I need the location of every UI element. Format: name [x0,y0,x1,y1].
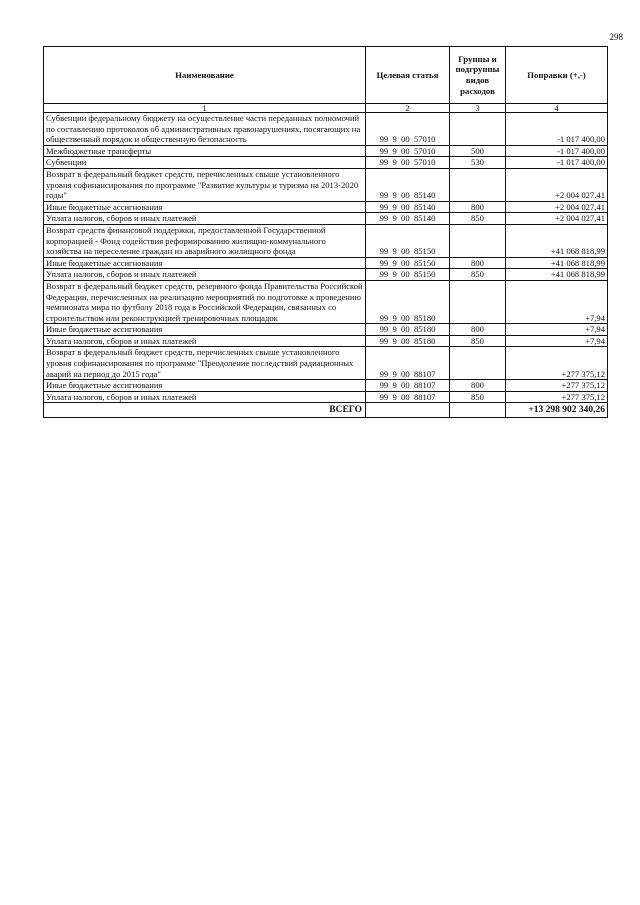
total-empty-cell [450,403,506,418]
row-target-code: 99 9 00 57010 [366,145,450,157]
row-target-code: 99 9 00 85180 [366,280,450,323]
table-row [44,201,608,213]
row-group-code [450,347,506,380]
row-target-code: 99 9 00 85140 [366,201,450,213]
row-target-code: 99 9 00 85150 [366,257,450,269]
row-name: Уплата налогов, сборов и иных платежей [44,269,366,281]
column-number: 4 [506,104,608,113]
row-target-code: 99 9 00 88107 [366,380,450,392]
table-row [44,269,608,281]
row-group-code: 850 [450,391,506,403]
table-row [44,145,608,157]
row-target-code: 99 9 00 57010 [366,157,450,169]
header-target: Целевая статья [366,47,450,104]
row-group-code: 530 [450,157,506,169]
row-amount: +41 068 818,99 [506,257,608,269]
row-name: Иные бюджетные ассигнования [44,380,366,392]
header-name: Наименование [44,47,366,104]
row-target-code: 99 9 00 88107 [366,347,450,380]
row-target-code: 99 9 00 85150 [366,224,450,257]
row-name: Возврат в федеральный бюджет средств, перечисленных свыше установленного уровня софинансирования по программе "Преодоление последствий радиационных аварий на период до 2015 года" [44,347,366,380]
page-number: 298 [609,32,623,42]
column-number: 1 [44,104,366,113]
row-amount: +277 375,12 [506,380,608,392]
total-amount: +13 298 902 340,26 [506,403,608,418]
row-name: Возврат средств финансовой поддержки, предоставленной Государственной корпорацией - Фонд содействия реформированию жилищно-коммунального хозяйства на переселение граждан из аварийного жилищного фонда [44,224,366,257]
table-row [44,213,608,225]
row-amount: -1 017 400,00 [506,157,608,169]
table-row [44,335,608,347]
row-amount: -1 017 400,00 [506,113,608,146]
total-empty-cell [366,403,450,418]
row-target-code: 99 9 00 85140 [366,168,450,201]
column-number: 2 [366,104,450,113]
row-name: Уплата налогов, сборов и иных платежей [44,391,366,403]
table-row [44,113,608,146]
row-group-code: 800 [450,324,506,336]
row-group-code [450,224,506,257]
row-amount: +41 068 818,99 [506,269,608,281]
row-group-code: 850 [450,213,506,225]
row-amount: +7,94 [506,324,608,336]
row-name: Возврат в федеральный бюджет средств, резервного фонда Правительства Российской Федерации, перечисленных на реализацию мероприятий по подготовке к проведению чемпионата мира по футболу 2018 года в Российской Федерации, связанных со строительством или реконструкцией тренировочных площадок [44,280,366,323]
table-row [44,391,608,403]
row-amount: +41 068 818,99 [506,224,608,257]
row-target-code: 99 9 00 85180 [366,324,450,336]
header-row [44,47,608,104]
column-number-row [44,104,608,113]
row-group-code: 850 [450,335,506,347]
row-group-code: 800 [450,257,506,269]
table-row [44,324,608,336]
total-label: ВСЕГО [44,403,366,418]
budget-amendments-table [43,46,608,418]
row-group-code: 500 [450,145,506,157]
row-name: Межбюджетные трансферты [44,145,366,157]
row-group-code [450,280,506,323]
row-name: Иные бюджетные ассигнования [44,257,366,269]
row-group-code: 800 [450,201,506,213]
row-amount: +2 004 027,41 [506,201,608,213]
row-amount: +2 004 027,41 [506,168,608,201]
row-amount: +277 375,12 [506,391,608,403]
row-name: Субвенции [44,157,366,169]
table-row [44,224,608,257]
row-group-code: 850 [450,269,506,281]
row-name: Иные бюджетные ассигнования [44,201,366,213]
table-row [44,168,608,201]
header-group: Группы и подгруппы видов расходов [450,47,506,104]
column-number: 3 [450,104,506,113]
row-amount: -1 017 400,00 [506,145,608,157]
row-target-code: 99 9 00 85140 [366,213,450,225]
row-name: Субвенции федеральному бюджету на осуществление части переданных полномочий по составлению протоколов об административных правонарушениях, посягающих на общественный порядок и общественную безопасность [44,113,366,146]
row-amount: +2 004 027,41 [506,213,608,225]
table-body [44,113,608,403]
row-name: Уплата налогов, сборов и иных платежей [44,335,366,347]
row-amount: +277 375,12 [506,347,608,380]
row-name: Уплата налогов, сборов и иных платежей [44,213,366,225]
row-name: Возврат в федеральный бюджет средств, перечисленных свыше установленного уровня софинансирования по программе "Развитие культуры и туризма на 2013-2020 годы" [44,168,366,201]
total-row [44,403,608,418]
row-target-code: 99 9 00 85180 [366,335,450,347]
table-row [44,157,608,169]
table-row [44,257,608,269]
row-amount: +7,94 [506,335,608,347]
row-target-code: 99 9 00 57010 [366,113,450,146]
row-group-code: 800 [450,380,506,392]
row-name: Иные бюджетные ассигнования [44,324,366,336]
row-group-code [450,168,506,201]
header-amendment: Поправки (+,-) [506,47,608,104]
table-row [44,280,608,323]
row-target-code: 99 9 00 85150 [366,269,450,281]
row-target-code: 99 9 00 88107 [366,391,450,403]
table-row [44,380,608,392]
row-group-code [450,113,506,146]
row-amount: +7,94 [506,280,608,323]
table-row [44,347,608,380]
